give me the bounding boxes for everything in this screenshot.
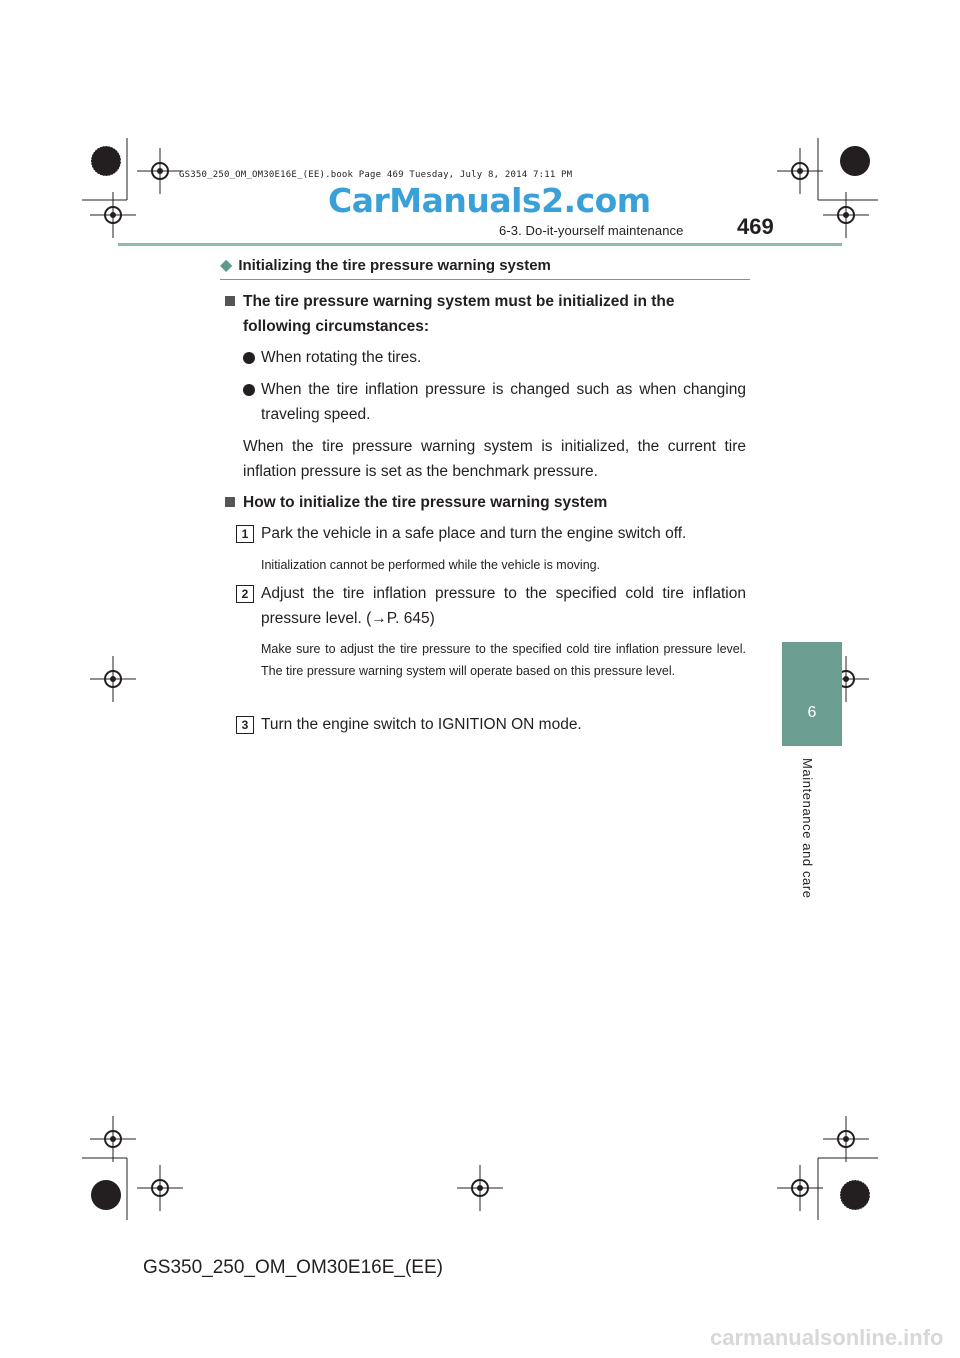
registration-mark-icon bbox=[90, 1116, 136, 1162]
color-target-icon bbox=[89, 1178, 123, 1212]
registration-mark-icon bbox=[90, 656, 136, 702]
step-number: 3 bbox=[236, 716, 254, 734]
registration-mark-icon bbox=[137, 1165, 183, 1211]
color-target-icon bbox=[838, 144, 872, 178]
step-number: 2 bbox=[236, 585, 254, 603]
diamond-icon: ◆ bbox=[220, 257, 233, 274]
starburst-target-icon bbox=[89, 144, 123, 178]
section2-heading: How to initialize the tire pressure warning system bbox=[243, 494, 608, 511]
registration-mark-icon bbox=[90, 192, 136, 238]
step-note: Initialization cannot be performed while the vehicle is moving. bbox=[261, 558, 601, 572]
step-number: 1 bbox=[236, 525, 254, 543]
document-code: GS350_250_OM_OM30E16E_(EE) bbox=[143, 1257, 443, 1278]
book-info: GS350_250_OM_OM30E16E_(EE).book Page 469 Tuesday, July 8, 2014 7:11 PM bbox=[179, 170, 573, 180]
page-number: 469 bbox=[737, 214, 774, 239]
bullet-icon bbox=[243, 384, 255, 396]
square-bullet-icon bbox=[225, 497, 235, 507]
chapter-tab bbox=[782, 642, 842, 746]
bullet-icon bbox=[243, 352, 255, 364]
registration-mark-icon bbox=[777, 1165, 823, 1211]
chapter-number: 6 bbox=[807, 704, 817, 721]
starburst-target-icon bbox=[838, 1178, 872, 1212]
subhead-rule bbox=[220, 279, 750, 280]
chapter-label: Maintenance and care bbox=[800, 758, 815, 899]
registration-mark-icon bbox=[823, 1116, 869, 1162]
registration-mark-icon bbox=[457, 1165, 503, 1211]
registration-mark-icon bbox=[137, 148, 183, 194]
registration-mark-icon bbox=[777, 148, 823, 194]
header-rule bbox=[118, 243, 842, 246]
footer-watermark: carmanualsonline.info bbox=[710, 1325, 944, 1350]
bullet-item: When rotating the tires. bbox=[261, 349, 422, 366]
subhead bbox=[220, 255, 551, 275]
step-text: Turn the engine switch to IGNITION ON mode. bbox=[261, 716, 582, 733]
step-note: Make sure to adjust the tire pressure to the specified cold tire inflation pressure level. The tire pressure warning system will operate based on this pressure level. bbox=[261, 642, 746, 678]
step-text: Adjust the tire inflation pressure to the specified cold tire inflation pressure level. (→P. 645) bbox=[261, 585, 746, 627]
section1-paragraph: When the tire pressure warning system is initialized, the current tire inflation pressure is set as the benchmark pressure. bbox=[243, 438, 746, 480]
registration-mark-icon bbox=[823, 192, 869, 238]
subhead-text: Initializing the tire pressure warning system bbox=[238, 257, 551, 274]
step-text: Park the vehicle in a safe place and turn the engine switch off. bbox=[261, 525, 687, 542]
bullet-item: When the tire inflation pressure is changed such as when changing traveling speed. bbox=[261, 381, 746, 423]
square-bullet-icon bbox=[225, 296, 235, 306]
section-title: 6-3. Do-it-yourself maintenance bbox=[499, 223, 684, 238]
watermark-logo: CarManuals2.com bbox=[328, 181, 651, 220]
section1-heading: The tire pressure warning system must be initialized in the following circumstances: bbox=[243, 293, 675, 335]
